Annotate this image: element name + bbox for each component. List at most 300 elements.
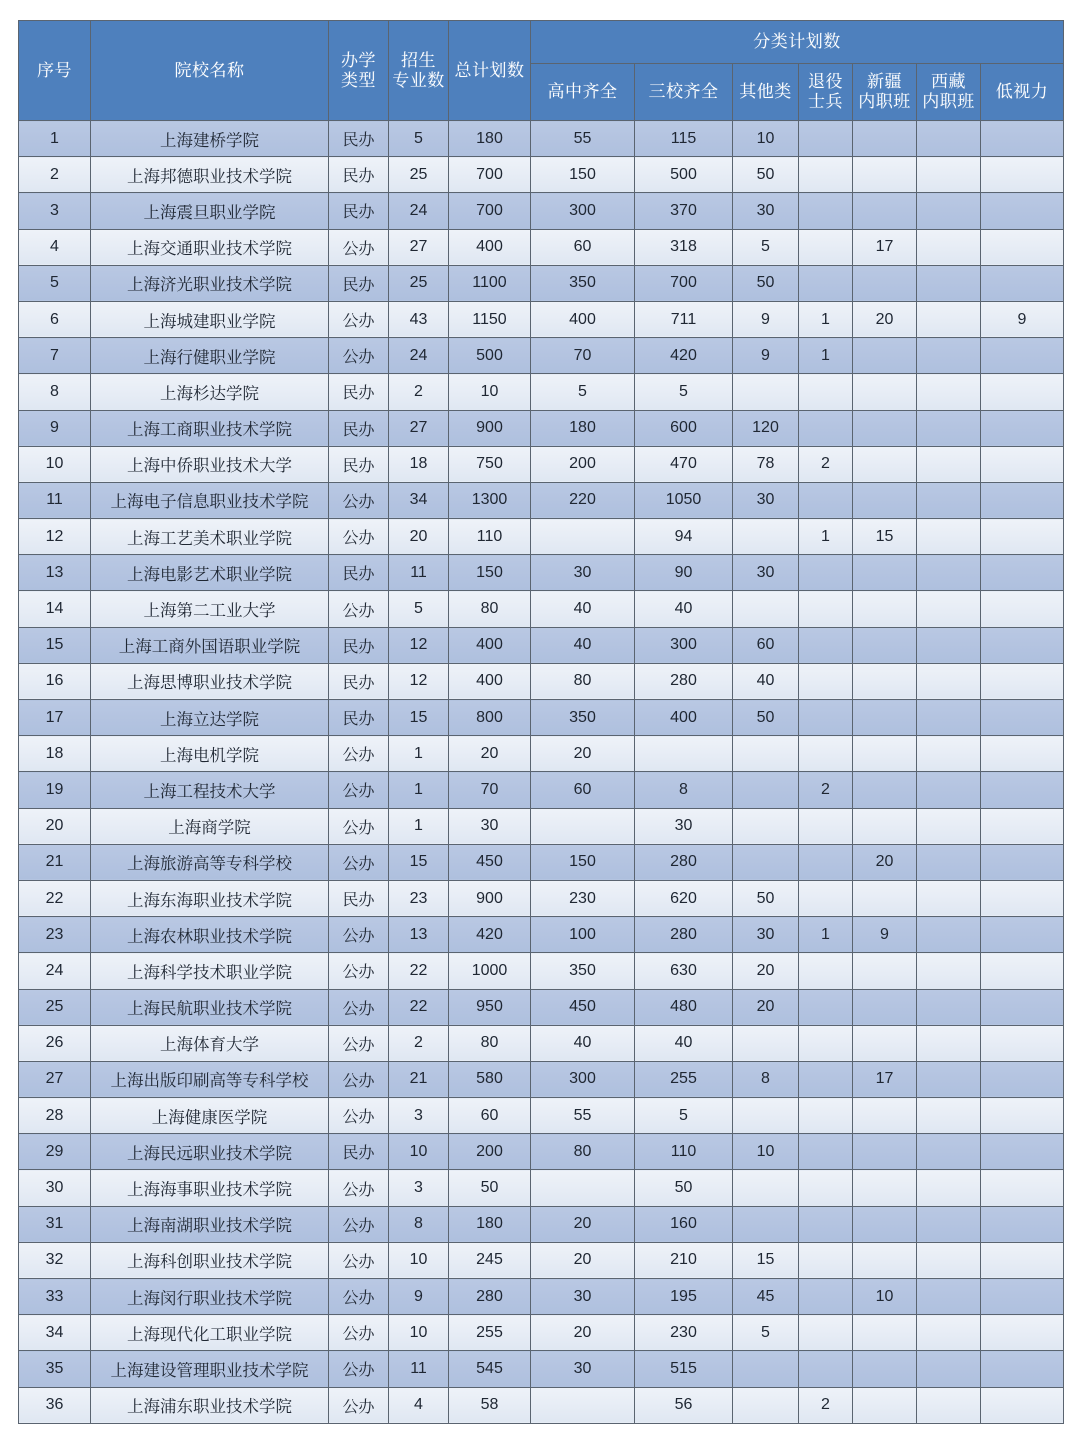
table-row[interactable] bbox=[19, 193, 1064, 229]
cell-total-plan[interactable]: 800 bbox=[449, 700, 531, 736]
table-row[interactable] bbox=[19, 736, 1064, 772]
cell-three-school-full[interactable]: 195 bbox=[635, 1279, 733, 1315]
cell-xizang-class[interactable] bbox=[917, 1134, 981, 1170]
cell-major-count[interactable]: 1 bbox=[389, 772, 449, 808]
table-row[interactable] bbox=[19, 410, 1064, 446]
cell-highschool-full[interactable]: 200 bbox=[531, 446, 635, 482]
cell-school-type[interactable]: 公办 bbox=[329, 1206, 389, 1242]
cell-other-category[interactable]: 5 bbox=[733, 229, 799, 265]
cell-other-category[interactable] bbox=[733, 1351, 799, 1387]
cell-xinjiang-class[interactable] bbox=[853, 121, 917, 157]
cell-highschool-full[interactable]: 30 bbox=[531, 555, 635, 591]
cell-school-type[interactable]: 公办 bbox=[329, 1351, 389, 1387]
cell-highschool-full[interactable] bbox=[531, 519, 635, 555]
cell-veteran-soldier[interactable] bbox=[799, 1061, 853, 1097]
cell-school-name[interactable]: 上海电影艺术职业学院 bbox=[91, 555, 329, 591]
cell-xizang-class[interactable] bbox=[917, 1387, 981, 1423]
cell-school-type[interactable]: 公办 bbox=[329, 1061, 389, 1097]
cell-xinjiang-class[interactable]: 9 bbox=[853, 917, 917, 953]
cell-xinjiang-class[interactable]: 10 bbox=[853, 1279, 917, 1315]
cell-xizang-class[interactable] bbox=[917, 301, 981, 337]
cell-other-category[interactable]: 50 bbox=[733, 265, 799, 301]
cell-highschool-full[interactable]: 150 bbox=[531, 844, 635, 880]
cell-xinjiang-class[interactable]: 15 bbox=[853, 519, 917, 555]
cell-three-school-full[interactable]: 500 bbox=[635, 157, 733, 193]
cell-total-plan[interactable]: 1000 bbox=[449, 953, 531, 989]
cell-school-type[interactable]: 公办 bbox=[329, 1242, 389, 1278]
cell-index[interactable]: 12 bbox=[19, 519, 91, 555]
cell-other-category[interactable]: 10 bbox=[733, 1134, 799, 1170]
cell-veteran-soldier[interactable]: 1 bbox=[799, 519, 853, 555]
cell-three-school-full[interactable]: 620 bbox=[635, 880, 733, 916]
cell-highschool-full[interactable]: 60 bbox=[531, 229, 635, 265]
cell-school-type[interactable]: 民办 bbox=[329, 410, 389, 446]
table-row[interactable] bbox=[19, 953, 1064, 989]
cell-three-school-full[interactable]: 30 bbox=[635, 808, 733, 844]
cell-major-count[interactable]: 8 bbox=[389, 1206, 449, 1242]
cell-school-type[interactable]: 公办 bbox=[329, 482, 389, 518]
cell-major-count[interactable]: 22 bbox=[389, 989, 449, 1025]
cell-major-count[interactable]: 5 bbox=[389, 121, 449, 157]
cell-total-plan[interactable]: 180 bbox=[449, 1206, 531, 1242]
cell-xizang-class[interactable] bbox=[917, 482, 981, 518]
cell-low-vision[interactable] bbox=[981, 229, 1064, 265]
cell-veteran-soldier[interactable] bbox=[799, 700, 853, 736]
cell-school-name[interactable]: 上海健康医学院 bbox=[91, 1098, 329, 1134]
cell-index[interactable]: 4 bbox=[19, 229, 91, 265]
cell-major-count[interactable]: 11 bbox=[389, 1351, 449, 1387]
cell-three-school-full[interactable]: 115 bbox=[635, 121, 733, 157]
cell-low-vision[interactable] bbox=[981, 1170, 1064, 1206]
cell-veteran-soldier[interactable] bbox=[799, 374, 853, 410]
column-header-xinjiang-class[interactable] bbox=[853, 64, 917, 121]
cell-three-school-full[interactable]: 370 bbox=[635, 193, 733, 229]
cell-other-category[interactable]: 78 bbox=[733, 446, 799, 482]
cell-xinjiang-class[interactable] bbox=[853, 1025, 917, 1061]
cell-total-plan[interactable]: 450 bbox=[449, 844, 531, 880]
column-header-index[interactable]: 序号 bbox=[19, 21, 91, 121]
cell-xizang-class[interactable] bbox=[917, 1098, 981, 1134]
cell-school-type[interactable]: 民办 bbox=[329, 880, 389, 916]
cell-veteran-soldier[interactable] bbox=[799, 591, 853, 627]
cell-highschool-full[interactable]: 20 bbox=[531, 1206, 635, 1242]
table-row[interactable] bbox=[19, 1025, 1064, 1061]
cell-three-school-full[interactable]: 480 bbox=[635, 989, 733, 1025]
cell-three-school-full[interactable]: 160 bbox=[635, 1206, 733, 1242]
cell-school-type[interactable]: 公办 bbox=[329, 1098, 389, 1134]
cell-school-name[interactable]: 上海电机学院 bbox=[91, 736, 329, 772]
table-row[interactable] bbox=[19, 229, 1064, 265]
cell-total-plan[interactable]: 60 bbox=[449, 1098, 531, 1134]
table-row[interactable] bbox=[19, 1242, 1064, 1278]
cell-other-category[interactable]: 20 bbox=[733, 989, 799, 1025]
cell-xinjiang-class[interactable] bbox=[853, 1170, 917, 1206]
table-row[interactable] bbox=[19, 627, 1064, 663]
table-row[interactable] bbox=[19, 1170, 1064, 1206]
cell-major-count[interactable]: 27 bbox=[389, 410, 449, 446]
cell-xinjiang-class[interactable] bbox=[853, 1134, 917, 1170]
cell-school-type[interactable]: 公办 bbox=[329, 591, 389, 627]
cell-index[interactable]: 26 bbox=[19, 1025, 91, 1061]
cell-school-name[interactable]: 上海建桥学院 bbox=[91, 121, 329, 157]
cell-low-vision[interactable] bbox=[981, 627, 1064, 663]
cell-highschool-full[interactable]: 20 bbox=[531, 1315, 635, 1351]
cell-veteran-soldier[interactable] bbox=[799, 808, 853, 844]
cell-total-plan[interactable]: 700 bbox=[449, 157, 531, 193]
cell-school-name[interactable]: 上海行健职业学院 bbox=[91, 338, 329, 374]
column-header-low-vision[interactable]: 低视力 bbox=[981, 64, 1064, 121]
cell-other-category[interactable]: 30 bbox=[733, 917, 799, 953]
cell-xinjiang-class[interactable] bbox=[853, 1315, 917, 1351]
cell-other-category[interactable] bbox=[733, 374, 799, 410]
cell-total-plan[interactable]: 1150 bbox=[449, 301, 531, 337]
column-header-veteran-soldier[interactable] bbox=[799, 64, 853, 121]
cell-major-count[interactable]: 1 bbox=[389, 736, 449, 772]
cell-xinjiang-class[interactable] bbox=[853, 953, 917, 989]
cell-major-count[interactable]: 11 bbox=[389, 555, 449, 591]
cell-xinjiang-class[interactable]: 17 bbox=[853, 1061, 917, 1097]
table-row[interactable] bbox=[19, 1134, 1064, 1170]
cell-low-vision[interactable] bbox=[981, 1061, 1064, 1097]
cell-highschool-full[interactable]: 5 bbox=[531, 374, 635, 410]
table-row[interactable] bbox=[19, 772, 1064, 808]
cell-index[interactable]: 30 bbox=[19, 1170, 91, 1206]
cell-highschool-full[interactable]: 100 bbox=[531, 917, 635, 953]
cell-low-vision[interactable] bbox=[981, 880, 1064, 916]
cell-three-school-full[interactable]: 318 bbox=[635, 229, 733, 265]
cell-other-category[interactable] bbox=[733, 844, 799, 880]
cell-index[interactable]: 11 bbox=[19, 482, 91, 518]
cell-low-vision[interactable] bbox=[981, 193, 1064, 229]
cell-index[interactable]: 9 bbox=[19, 410, 91, 446]
cell-school-name[interactable]: 上海工艺美术职业学院 bbox=[91, 519, 329, 555]
cell-major-count[interactable]: 34 bbox=[389, 482, 449, 518]
cell-other-category[interactable] bbox=[733, 736, 799, 772]
cell-xinjiang-class[interactable] bbox=[853, 1206, 917, 1242]
cell-veteran-soldier[interactable] bbox=[799, 1025, 853, 1061]
cell-total-plan[interactable]: 70 bbox=[449, 772, 531, 808]
cell-major-count[interactable]: 9 bbox=[389, 1279, 449, 1315]
cell-school-name[interactable]: 上海体育大学 bbox=[91, 1025, 329, 1061]
cell-xinjiang-class[interactable] bbox=[853, 627, 917, 663]
cell-three-school-full[interactable]: 280 bbox=[635, 917, 733, 953]
cell-major-count[interactable]: 20 bbox=[389, 519, 449, 555]
cell-school-name[interactable]: 上海科学技术职业学院 bbox=[91, 953, 329, 989]
cell-other-category[interactable] bbox=[733, 1170, 799, 1206]
cell-other-category[interactable] bbox=[733, 772, 799, 808]
cell-school-name[interactable]: 上海旅游高等专科学校 bbox=[91, 844, 329, 880]
cell-school-name[interactable]: 上海杉达学院 bbox=[91, 374, 329, 410]
cell-school-name[interactable]: 上海民航职业技术学院 bbox=[91, 989, 329, 1025]
cell-total-plan[interactable]: 150 bbox=[449, 555, 531, 591]
cell-xizang-class[interactable] bbox=[917, 519, 981, 555]
cell-veteran-soldier[interactable] bbox=[799, 1279, 853, 1315]
cell-xinjiang-class[interactable]: 17 bbox=[853, 229, 917, 265]
cell-total-plan[interactable]: 1100 bbox=[449, 265, 531, 301]
column-header-major-count[interactable] bbox=[389, 21, 449, 121]
table-row[interactable] bbox=[19, 519, 1064, 555]
cell-low-vision[interactable]: 9 bbox=[981, 301, 1064, 337]
cell-low-vision[interactable] bbox=[981, 121, 1064, 157]
table-row[interactable] bbox=[19, 1315, 1064, 1351]
cell-xinjiang-class[interactable] bbox=[853, 338, 917, 374]
cell-other-category[interactable]: 20 bbox=[733, 953, 799, 989]
cell-total-plan[interactable]: 180 bbox=[449, 121, 531, 157]
cell-highschool-full[interactable]: 40 bbox=[531, 591, 635, 627]
cell-school-type[interactable]: 公办 bbox=[329, 917, 389, 953]
cell-xizang-class[interactable] bbox=[917, 1242, 981, 1278]
cell-xinjiang-class[interactable] bbox=[853, 736, 917, 772]
cell-low-vision[interactable] bbox=[981, 1098, 1064, 1134]
cell-other-category[interactable]: 45 bbox=[733, 1279, 799, 1315]
cell-xizang-class[interactable] bbox=[917, 627, 981, 663]
cell-index[interactable]: 32 bbox=[19, 1242, 91, 1278]
cell-total-plan[interactable]: 580 bbox=[449, 1061, 531, 1097]
cell-xizang-class[interactable] bbox=[917, 265, 981, 301]
cell-three-school-full[interactable]: 5 bbox=[635, 1098, 733, 1134]
cell-school-type[interactable]: 公办 bbox=[329, 989, 389, 1025]
cell-major-count[interactable]: 2 bbox=[389, 374, 449, 410]
cell-xizang-class[interactable] bbox=[917, 880, 981, 916]
cell-index[interactable]: 33 bbox=[19, 1279, 91, 1315]
table-row[interactable] bbox=[19, 1098, 1064, 1134]
cell-xizang-class[interactable] bbox=[917, 338, 981, 374]
cell-index[interactable]: 31 bbox=[19, 1206, 91, 1242]
table-row[interactable] bbox=[19, 301, 1064, 337]
cell-index[interactable]: 22 bbox=[19, 880, 91, 916]
cell-veteran-soldier[interactable] bbox=[799, 953, 853, 989]
cell-school-type[interactable]: 民办 bbox=[329, 663, 389, 699]
cell-xizang-class[interactable] bbox=[917, 1206, 981, 1242]
cell-three-school-full[interactable]: 470 bbox=[635, 446, 733, 482]
cell-total-plan[interactable]: 80 bbox=[449, 591, 531, 627]
cell-xizang-class[interactable] bbox=[917, 700, 981, 736]
cell-highschool-full[interactable]: 20 bbox=[531, 736, 635, 772]
cell-veteran-soldier[interactable] bbox=[799, 482, 853, 518]
cell-school-name[interactable]: 上海闵行职业技术学院 bbox=[91, 1279, 329, 1315]
column-header-three-school-full[interactable]: 三校齐全 bbox=[635, 64, 733, 121]
cell-other-category[interactable]: 30 bbox=[733, 555, 799, 591]
cell-other-category[interactable]: 50 bbox=[733, 157, 799, 193]
cell-school-name[interactable]: 上海建设管理职业技术学院 bbox=[91, 1351, 329, 1387]
cell-index[interactable]: 25 bbox=[19, 989, 91, 1025]
cell-school-name[interactable]: 上海民远职业技术学院 bbox=[91, 1134, 329, 1170]
table-row[interactable] bbox=[19, 1061, 1064, 1097]
cell-xizang-class[interactable] bbox=[917, 953, 981, 989]
cell-veteran-soldier[interactable] bbox=[799, 121, 853, 157]
table-row[interactable] bbox=[19, 1387, 1064, 1423]
cell-xizang-class[interactable] bbox=[917, 446, 981, 482]
cell-school-type[interactable]: 公办 bbox=[329, 772, 389, 808]
cell-three-school-full[interactable]: 5 bbox=[635, 374, 733, 410]
cell-xizang-class[interactable] bbox=[917, 193, 981, 229]
cell-school-type[interactable]: 民办 bbox=[329, 193, 389, 229]
cell-school-name[interactable]: 上海交通职业技术学院 bbox=[91, 229, 329, 265]
cell-veteran-soldier[interactable] bbox=[799, 1351, 853, 1387]
cell-xizang-class[interactable] bbox=[917, 663, 981, 699]
cell-school-name[interactable]: 上海立达学院 bbox=[91, 700, 329, 736]
cell-three-school-full[interactable]: 630 bbox=[635, 953, 733, 989]
table-row[interactable] bbox=[19, 917, 1064, 953]
cell-highschool-full[interactable]: 40 bbox=[531, 627, 635, 663]
cell-school-type[interactable]: 民办 bbox=[329, 555, 389, 591]
cell-other-category[interactable]: 15 bbox=[733, 1242, 799, 1278]
cell-highschool-full[interactable]: 80 bbox=[531, 663, 635, 699]
cell-index[interactable]: 6 bbox=[19, 301, 91, 337]
cell-major-count[interactable]: 18 bbox=[389, 446, 449, 482]
table-row[interactable] bbox=[19, 880, 1064, 916]
cell-school-type[interactable]: 民办 bbox=[329, 121, 389, 157]
cell-other-category[interactable] bbox=[733, 591, 799, 627]
cell-xinjiang-class[interactable] bbox=[853, 880, 917, 916]
table-row[interactable] bbox=[19, 663, 1064, 699]
cell-major-count[interactable]: 23 bbox=[389, 880, 449, 916]
cell-school-type[interactable]: 民办 bbox=[329, 374, 389, 410]
cell-school-type[interactable]: 公办 bbox=[329, 844, 389, 880]
cell-major-count[interactable]: 43 bbox=[389, 301, 449, 337]
cell-index[interactable]: 24 bbox=[19, 953, 91, 989]
cell-veteran-soldier[interactable] bbox=[799, 989, 853, 1025]
cell-other-category[interactable] bbox=[733, 1387, 799, 1423]
cell-major-count[interactable]: 4 bbox=[389, 1387, 449, 1423]
cell-school-name[interactable]: 上海中侨职业技术大学 bbox=[91, 446, 329, 482]
cell-xizang-class[interactable] bbox=[917, 1351, 981, 1387]
cell-xinjiang-class[interactable] bbox=[853, 700, 917, 736]
cell-other-category[interactable]: 10 bbox=[733, 121, 799, 157]
cell-total-plan[interactable]: 50 bbox=[449, 1170, 531, 1206]
cell-xinjiang-class[interactable] bbox=[853, 1098, 917, 1134]
cell-three-school-full[interactable]: 8 bbox=[635, 772, 733, 808]
cell-school-name[interactable]: 上海工商职业技术学院 bbox=[91, 410, 329, 446]
cell-index[interactable]: 19 bbox=[19, 772, 91, 808]
cell-total-plan[interactable]: 700 bbox=[449, 193, 531, 229]
cell-school-type[interactable]: 公办 bbox=[329, 736, 389, 772]
cell-veteran-soldier[interactable] bbox=[799, 736, 853, 772]
cell-xizang-class[interactable] bbox=[917, 989, 981, 1025]
cell-low-vision[interactable] bbox=[981, 446, 1064, 482]
cell-xinjiang-class[interactable] bbox=[853, 555, 917, 591]
cell-school-type[interactable]: 公办 bbox=[329, 1279, 389, 1315]
table-row[interactable] bbox=[19, 591, 1064, 627]
column-header-school-type[interactable] bbox=[329, 21, 389, 121]
cell-index[interactable]: 17 bbox=[19, 700, 91, 736]
cell-total-plan[interactable]: 10 bbox=[449, 374, 531, 410]
cell-highschool-full[interactable] bbox=[531, 1170, 635, 1206]
cell-other-category[interactable] bbox=[733, 1206, 799, 1242]
cell-school-name[interactable]: 上海浦东职业技术学院 bbox=[91, 1387, 329, 1423]
cell-three-school-full[interactable]: 711 bbox=[635, 301, 733, 337]
cell-xizang-class[interactable] bbox=[917, 410, 981, 446]
cell-low-vision[interactable] bbox=[981, 700, 1064, 736]
cell-total-plan[interactable]: 280 bbox=[449, 1279, 531, 1315]
cell-xinjiang-class[interactable] bbox=[853, 808, 917, 844]
cell-school-type[interactable]: 公办 bbox=[329, 338, 389, 374]
cell-three-school-full[interactable]: 94 bbox=[635, 519, 733, 555]
cell-other-category[interactable]: 50 bbox=[733, 880, 799, 916]
cell-low-vision[interactable] bbox=[981, 519, 1064, 555]
cell-highschool-full[interactable]: 150 bbox=[531, 157, 635, 193]
cell-index[interactable]: 3 bbox=[19, 193, 91, 229]
table-row[interactable] bbox=[19, 482, 1064, 518]
table-row[interactable] bbox=[19, 121, 1064, 157]
cell-other-category[interactable]: 5 bbox=[733, 1315, 799, 1351]
cell-index[interactable]: 8 bbox=[19, 374, 91, 410]
cell-low-vision[interactable] bbox=[981, 410, 1064, 446]
cell-three-school-full[interactable]: 700 bbox=[635, 265, 733, 301]
cell-total-plan[interactable]: 545 bbox=[449, 1351, 531, 1387]
cell-veteran-soldier[interactable] bbox=[799, 555, 853, 591]
cell-xizang-class[interactable] bbox=[917, 917, 981, 953]
cell-xizang-class[interactable] bbox=[917, 1315, 981, 1351]
cell-total-plan[interactable]: 30 bbox=[449, 808, 531, 844]
cell-other-category[interactable]: 9 bbox=[733, 301, 799, 337]
cell-index[interactable]: 20 bbox=[19, 808, 91, 844]
cell-school-type[interactable]: 公办 bbox=[329, 1315, 389, 1351]
table-row[interactable] bbox=[19, 844, 1064, 880]
cell-low-vision[interactable] bbox=[981, 989, 1064, 1025]
cell-total-plan[interactable]: 420 bbox=[449, 917, 531, 953]
cell-index[interactable]: 27 bbox=[19, 1061, 91, 1097]
cell-three-school-full[interactable]: 1050 bbox=[635, 482, 733, 518]
cell-highschool-full[interactable]: 40 bbox=[531, 1025, 635, 1061]
cell-school-name[interactable]: 上海震旦职业学院 bbox=[91, 193, 329, 229]
cell-school-type[interactable]: 公办 bbox=[329, 1025, 389, 1061]
cell-school-name[interactable]: 上海商学院 bbox=[91, 808, 329, 844]
cell-xizang-class[interactable] bbox=[917, 1279, 981, 1315]
cell-school-name[interactable]: 上海邦德职业技术学院 bbox=[91, 157, 329, 193]
cell-index[interactable]: 16 bbox=[19, 663, 91, 699]
cell-three-school-full[interactable]: 600 bbox=[635, 410, 733, 446]
cell-xinjiang-class[interactable] bbox=[853, 1242, 917, 1278]
table-row[interactable] bbox=[19, 808, 1064, 844]
cell-low-vision[interactable] bbox=[981, 338, 1064, 374]
cell-veteran-soldier[interactable] bbox=[799, 627, 853, 663]
cell-index[interactable]: 18 bbox=[19, 736, 91, 772]
cell-index[interactable]: 29 bbox=[19, 1134, 91, 1170]
cell-index[interactable]: 2 bbox=[19, 157, 91, 193]
cell-school-name[interactable]: 上海第二工业大学 bbox=[91, 591, 329, 627]
cell-low-vision[interactable] bbox=[981, 591, 1064, 627]
cell-low-vision[interactable] bbox=[981, 1351, 1064, 1387]
cell-index[interactable]: 5 bbox=[19, 265, 91, 301]
cell-school-type[interactable]: 民办 bbox=[329, 700, 389, 736]
cell-school-type[interactable]: 民办 bbox=[329, 627, 389, 663]
column-header-xizang-class[interactable] bbox=[917, 64, 981, 121]
cell-xizang-class[interactable] bbox=[917, 555, 981, 591]
cell-three-school-full[interactable]: 40 bbox=[635, 1025, 733, 1061]
cell-three-school-full[interactable]: 255 bbox=[635, 1061, 733, 1097]
cell-highschool-full[interactable]: 300 bbox=[531, 193, 635, 229]
cell-school-type[interactable]: 民办 bbox=[329, 157, 389, 193]
cell-total-plan[interactable]: 400 bbox=[449, 627, 531, 663]
cell-low-vision[interactable] bbox=[981, 663, 1064, 699]
table-row[interactable] bbox=[19, 700, 1064, 736]
cell-major-count[interactable]: 27 bbox=[389, 229, 449, 265]
cell-highschool-full[interactable]: 350 bbox=[531, 265, 635, 301]
cell-school-type[interactable]: 公办 bbox=[329, 519, 389, 555]
cell-school-type[interactable]: 公办 bbox=[329, 229, 389, 265]
cell-highschool-full[interactable]: 300 bbox=[531, 1061, 635, 1097]
table-row[interactable] bbox=[19, 265, 1064, 301]
cell-total-plan[interactable]: 400 bbox=[449, 229, 531, 265]
cell-total-plan[interactable]: 255 bbox=[449, 1315, 531, 1351]
cell-index[interactable]: 36 bbox=[19, 1387, 91, 1423]
cell-veteran-soldier[interactable]: 2 bbox=[799, 446, 853, 482]
cell-other-category[interactable]: 40 bbox=[733, 663, 799, 699]
cell-low-vision[interactable] bbox=[981, 1242, 1064, 1278]
cell-low-vision[interactable] bbox=[981, 1134, 1064, 1170]
cell-index[interactable]: 34 bbox=[19, 1315, 91, 1351]
